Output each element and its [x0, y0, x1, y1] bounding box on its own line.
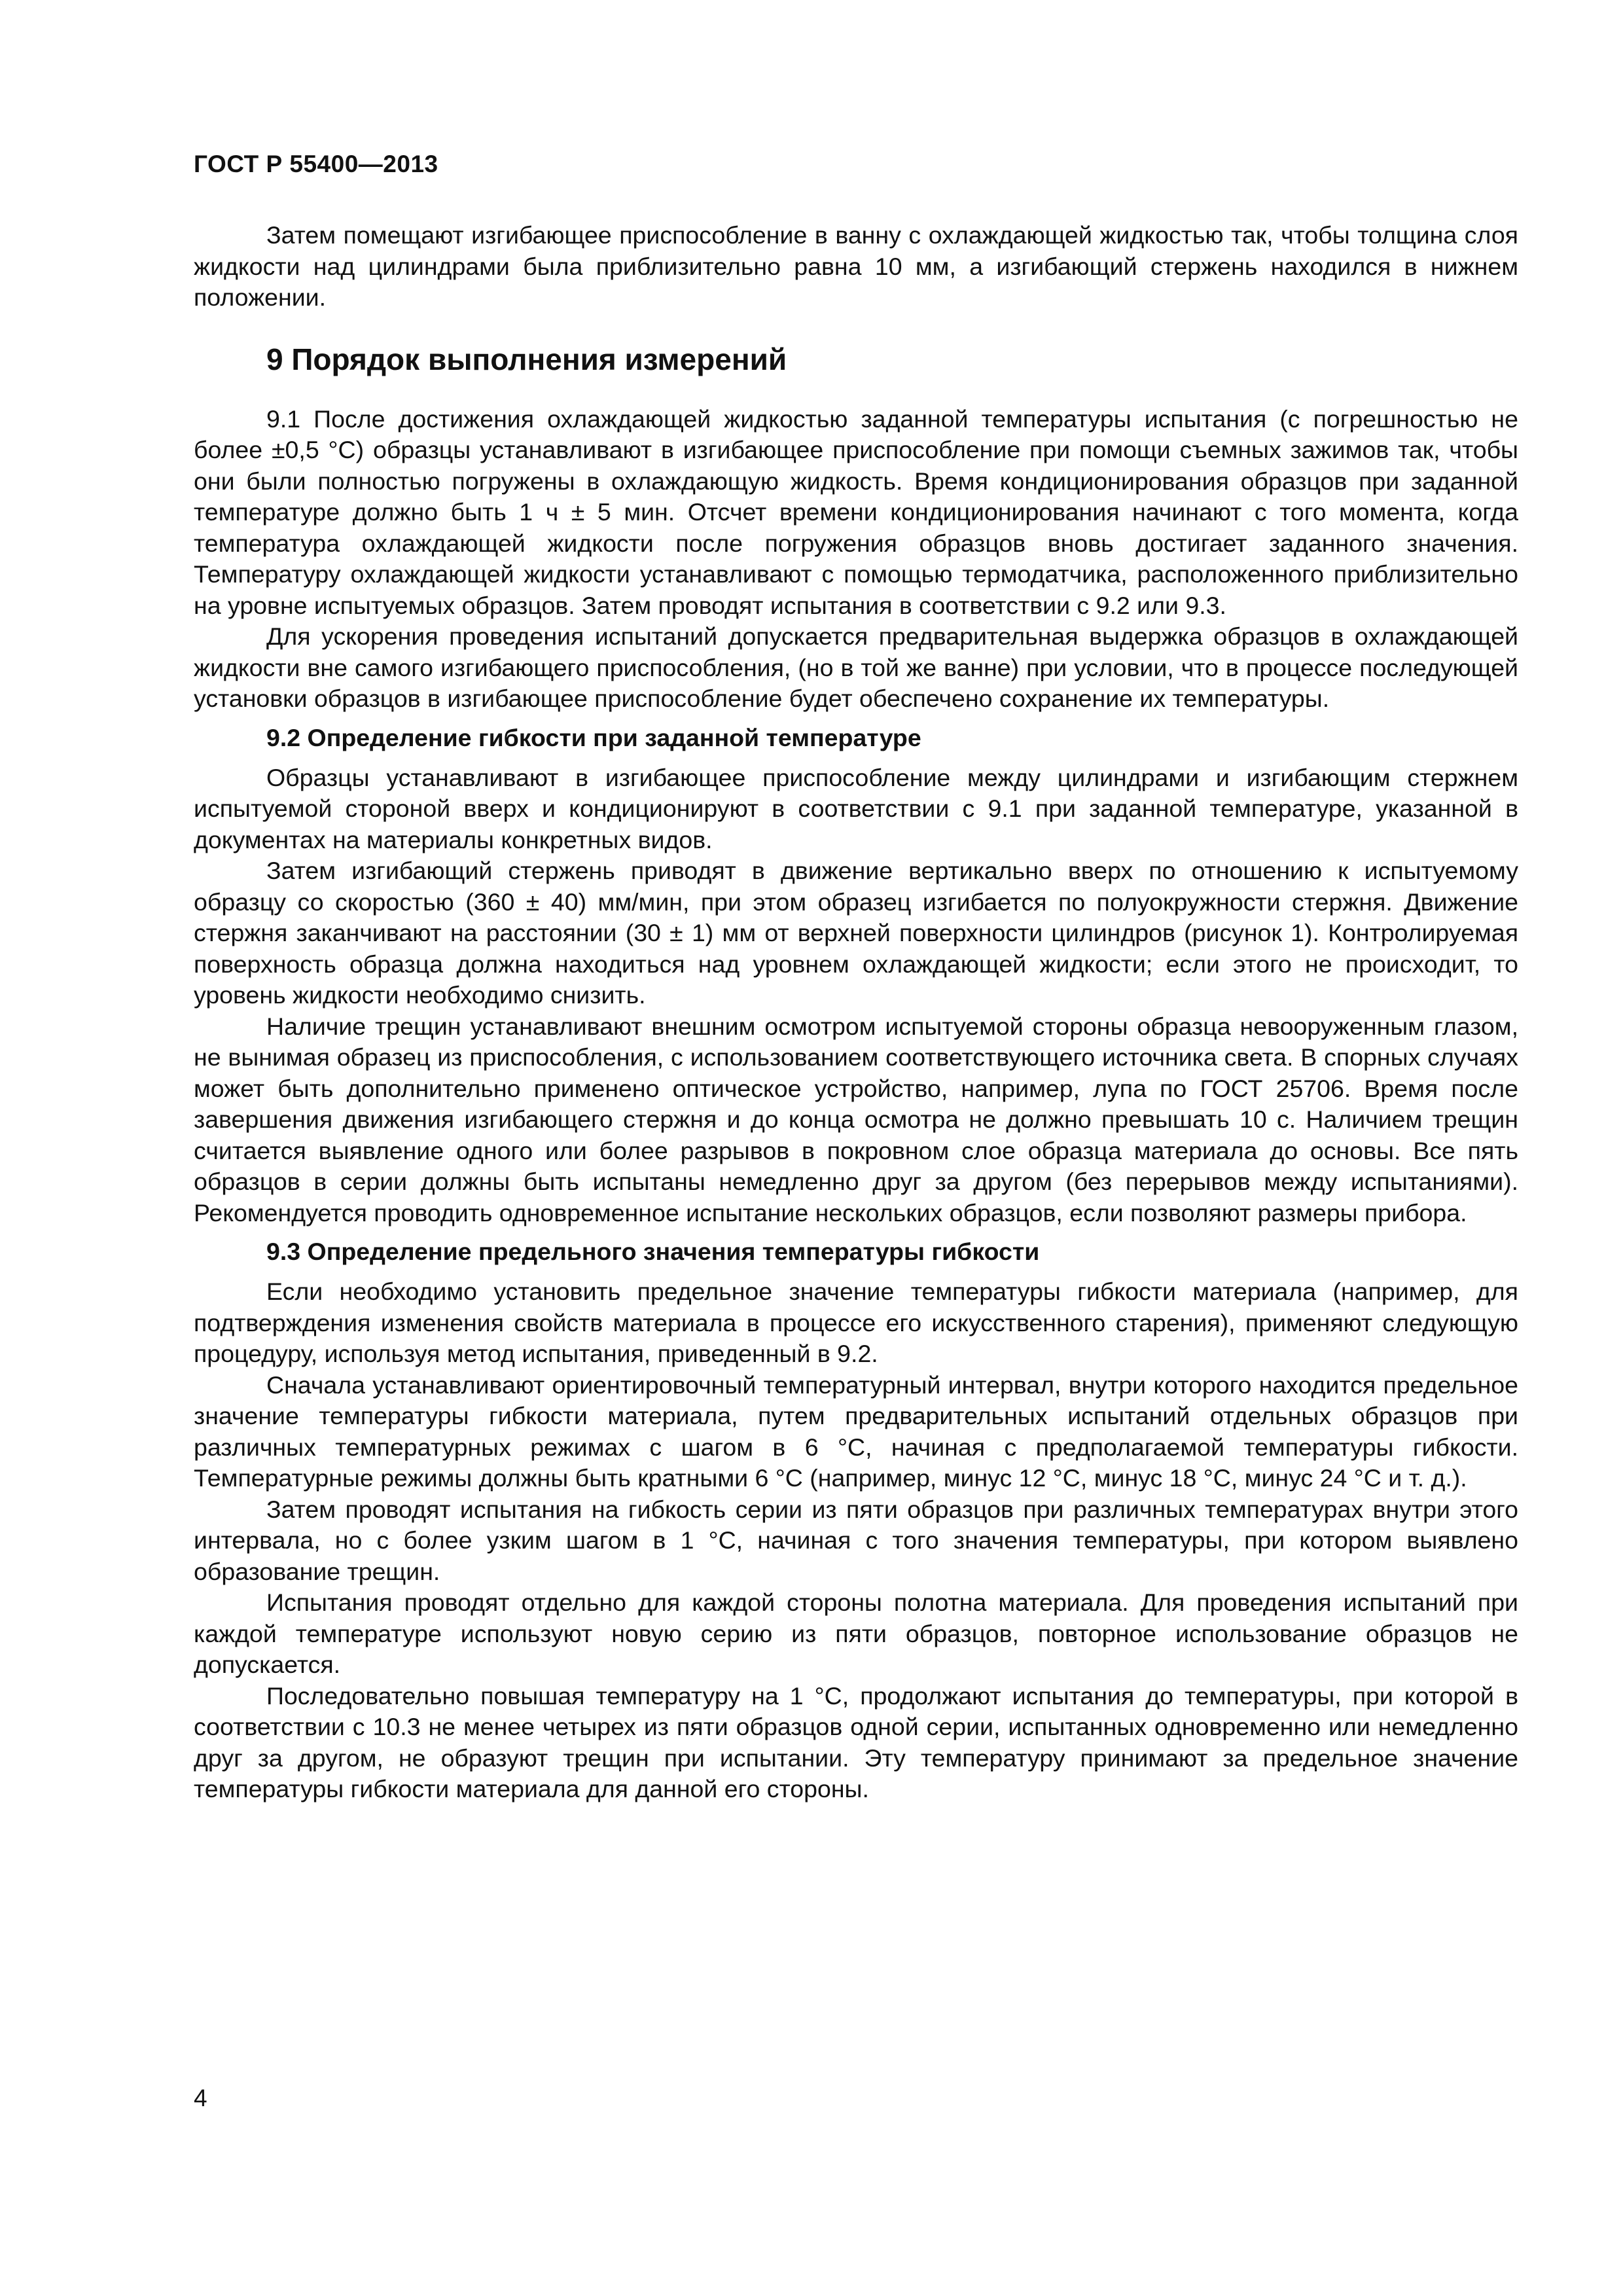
- clause-9-3-paragraph-4: Испытания проводят отдельно для каждой стороны полотна материала. Для проведения испытаний при каждой температуре используют новую серию из пяти образцов, повторное использование образцов не допускается.: [194, 1588, 1518, 1678]
- intro-paragraph: Затем помещают изгибающее приспособление в ванну с охлаждающей жидкостью так, чтобы толщина слоя жидкости над цилиндрами была приблизительно равна 10 мм, а изгибающий стержень находился в нижнем положении.: [194, 221, 1518, 311]
- clause-9-3-paragraph-3: Затем проводят испытания на гибкость серии из пяти образцов при различных температурах внутри этого интервала, но с более узким шагом в 1 °С, начиная с того значения температуры, при котором выявлено образование трещин.: [194, 1495, 1518, 1585]
- clause-9-3-paragraph-5: Последовательно повышая температуру на 1 °С, продолжают испытания до температуры, при которой в соответствии с 10.3 не менее четырех из пяти образцов одной серии, испытанных одновременно или немедленно друг за другом, не образуют трещин при испытании. Эту температуру принимают за предельное значение температуры гибкости материала для данной его стороны.: [194, 1681, 1518, 1803]
- clause-9-3-heading: 9.3 Определение предельного значения температуры гибкости: [266, 1238, 1040, 1265]
- clause-9-2-paragraph-1: Образцы устанавливают в изгибающее приспособление между цилиндрами и изгибающим стержнем испытуемой стороной вверх и кондиционируют в соответствии с 9.1 при заданной температуре, указанной в документах на материалы конкретных видов.: [194, 763, 1518, 853]
- clause-9-2-paragraph-2: Затем изгибающий стержень приводят в движение вертикально вверх по отношению к испытуемому образцу со скоростью (360 ± 40) мм/мин, при этом образец изгибается по полуокружности стержня. Движение стержня заканчивают на расстоянии (30 ± 1) мм от верхней поверхности цилиндров (рисунок 1). Контролируемая поверхность образца должна находиться над уровнем охлаждающей жидкости; если этого не происходит, то уровень жидкости необходимо снизить.: [194, 857, 1518, 1009]
- clause-9-3-paragraph-1: Если необходимо установить предельное значение температуры гибкости материала (например, для подтверждения изменения свойств материала в процессе его искусственного старения), применяют следующую процедуру, используя метод испытания, приведенный в 9.2.: [194, 1278, 1518, 1367]
- standard-designation: ГОСТ Р 55400—2013: [194, 151, 438, 177]
- page-number: 4: [194, 2085, 207, 2111]
- clause-9-1-paragraph-2: Для ускорения проведения испытаний допускается предварительная выдержка образцов в охлаждающей жидкости вне самого изгибающего приспособления, (но в той же ванне) при условии, что в процессе последующей установки образцов в изгибающее приспособление будет обеспечено сохранение их температуры.: [194, 622, 1518, 712]
- document-page: [194, 0, 1518, 2296]
- clause-9-2-paragraph-3: Наличие трещин устанавливают внешним осмотром испытуемой стороны образца невооруженным глазом, не вынимая образец из приспособления, с использованием соответствующего источника света. В спорных случаях может быть дополнительно применено оптическое устройство, например, лупа по ГОСТ 25706. Время после завершения движения изгибающего стержня и до конца осмотра не должно превышать 10 с. Наличием трещин считается выявление одного или более разрывов в покровном слое образца материала до основы. Все пять образцов в серии должны быть испытаны немедленно друг за другом (без перерывов между испытаниями). Рекомендуется проводить одновременное испытание нескольких образцов, если позволяют размеры прибора.: [194, 1012, 1518, 1227]
- section-9-heading: 9 Порядок выполнения измерений: [266, 342, 787, 376]
- clause-9-3-paragraph-2: Сначала устанавливают ориентировочный температурный интервал, внутри которого находится предельное значение температуры гибкости материала, путем предварительных испытаний отдельных образцов при различных температурных режимах с шагом в 6 °С, начиная с предполагаемой температуры гибкости. Температурные режимы должны быть кратными 6 °С (например, минус 12 °С, минус 18 °С, минус 24 °С и т. д.).: [194, 1371, 1518, 1492]
- clause-9-1-paragraph: 9.1 После достижения охлаждающей жидкостью заданной температуры испытания (с погрешностью не более ±0,5 °С) образцы устанавливают в изгибающее приспособление при помощи съемных зажимов так, чтобы они были полностью погружены в охлаждающую жидкость. Время кондиционирования образцов при заданной температуре должно быть 1 ч ± 5 мин. Отсчет времени кондиционирования начинают с того момента, когда температура охлаждающей жидкости после погружения образцов вновь достигает заданного значения. Температуру охлаждающей жидкости устанавливают с помощью термодатчика, расположенного приблизительно на уровне испытуемых образцов. Затем проводят испытания в соответствии с 9.2 или 9.3.: [194, 404, 1518, 619]
- document-body: [194, 220, 1518, 1805]
- clause-9-2-heading: 9.2 Определение гибкости при заданной температуре: [266, 723, 921, 751]
